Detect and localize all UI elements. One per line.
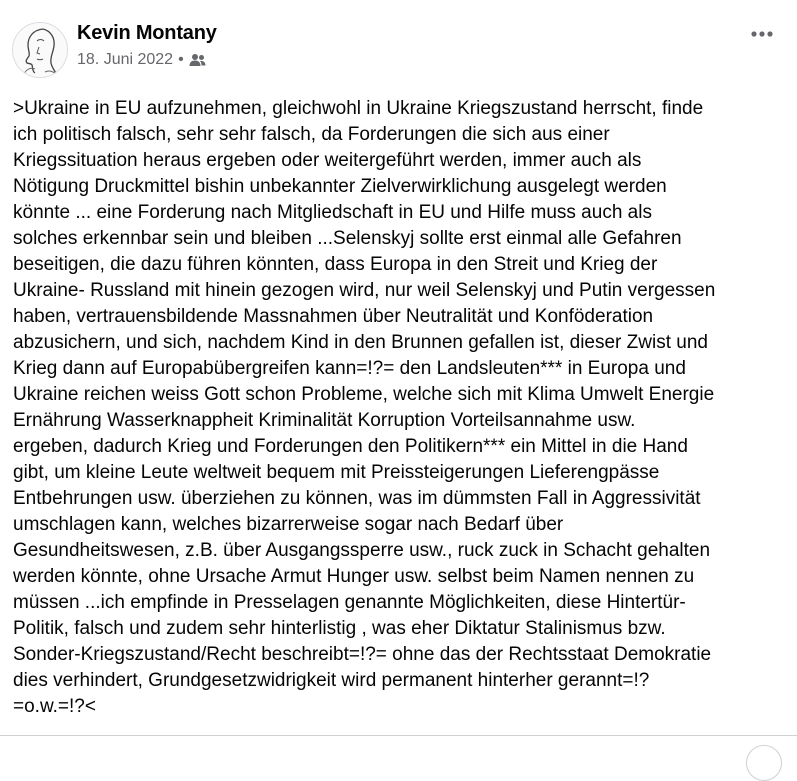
post-text-line: solches erkennbar sein und bleiben ...Selenskyj sollte erst einmal alle Gefahren bbox=[13, 228, 682, 249]
post-date[interactable]: 18. Juni 2022 bbox=[77, 51, 174, 68]
post-text-line: gibt, um kleine Leute weltweit bequem mit Preissteigerungen Lieferengpässe bbox=[13, 462, 660, 483]
profile-sketch-icon bbox=[13, 23, 67, 77]
post-text-line: beseitigen, die dazu führen könnten, dass Europa in den Streit und Krieg der bbox=[13, 254, 658, 275]
post-text-line: >Ukraine in EU aufzunehmen, gleichwohl in Ukraine Kriegszustand herrscht, finde bbox=[13, 98, 704, 119]
post-text-line: ergeben, dadurch Krieg und Forderungen den Politikern*** ein Mittel in die Hand bbox=[13, 436, 688, 457]
post-text-line: dies verhindert, Grundgesetzwidrigkeit wird permanent hinterher gerannt=!? bbox=[13, 670, 650, 691]
post-text-line: =o.w.=!?< bbox=[13, 696, 96, 717]
meta-separator: • bbox=[178, 51, 184, 68]
post-text-line: müssen ...ich empfinde in Presselagen genannte Möglichkeiten, diese Hintertür- bbox=[13, 592, 686, 613]
post-meta bbox=[77, 51, 206, 69]
more-options-icon[interactable] bbox=[746, 20, 778, 48]
post-text-line: werden könnte, ohne Ursache Armut Hunger usw. selbst beim Namen nennen zu bbox=[13, 566, 695, 587]
reaction-button[interactable] bbox=[746, 745, 782, 781]
post-text-line: Politik, falsch und zudem sehr hinterlistig , was eher Diktatur Stalinismus bzw. bbox=[13, 618, 666, 639]
avatar[interactable] bbox=[12, 22, 68, 78]
post-text-line: Kriegssituation heraus ergeben oder weitergeführt werden, immer auch als bbox=[13, 150, 642, 171]
post-text-line: haben, vertrauensbildende Massnahmen über Neutralität und Konföderation bbox=[13, 306, 654, 327]
post-text-line: Ernährung Wasserknappheit Kriminalität Korruption Vorteilsannahme usw. bbox=[13, 410, 636, 431]
post-text-line: Entbehrungen usw. überziehen zu können, was im dümmsten Fall in Aggressivität bbox=[13, 488, 701, 509]
post-text bbox=[13, 96, 791, 720]
post-text-line: umschlagen kann, welches bizarrerweise sogar nach Bedarf über bbox=[13, 514, 564, 535]
post-text-line: abzusichern, und sich, nachdem Kind in den Brunnen gefallen ist, dieser Zwist und bbox=[13, 332, 708, 353]
post-text-line: Ukraine reichen weiss Gott schon Probleme, welche sich mit Klima Umwelt Energie bbox=[13, 384, 715, 405]
divider bbox=[0, 735, 797, 736]
post-text-line: Gesundheitswesen, z.B. über Ausgangssperre usw., ruck zuck in Schacht gehalten bbox=[13, 540, 711, 561]
author-name[interactable]: Kevin Montany bbox=[77, 22, 217, 44]
post-text-line: Nötigung Druckmittel bishin unbekannter Zielverwirklichung ausgelegt werden bbox=[13, 176, 667, 197]
post-text-line: Krieg dann auf Europabübergreifen kann=!?= den Landsleuten*** in Europa und bbox=[13, 358, 686, 379]
post-text-line: könnte ... eine Forderung nach Mitgliedschaft in EU und Hilfe muss auch als bbox=[13, 202, 652, 223]
friends-icon[interactable] bbox=[189, 53, 206, 67]
post-text-line: Ukraine- Russland mit hinein gezogen wird, nur weil Selenskyj und Putin vergessen bbox=[13, 280, 716, 301]
post-text-line: Sonder-Kriegszustand/Recht beschreibt=!?= ohne das der Rechtsstaat Demokratie bbox=[13, 644, 712, 665]
post-text-line: ich politisch falsch, sehr sehr falsch, da Forderungen die sich aus einer bbox=[13, 124, 610, 145]
